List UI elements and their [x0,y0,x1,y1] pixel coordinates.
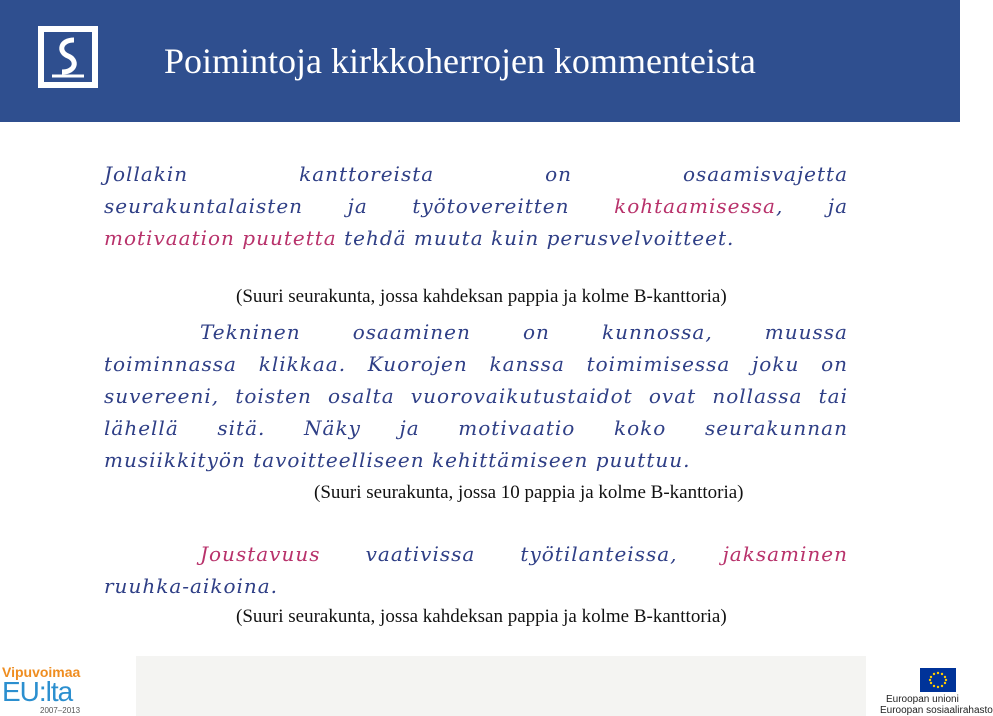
quote-2-line-5: musiikkityön tavoitteelliseen kehittämiseen puuttuu. [104,448,691,472]
brand-top: Vipuvoimaa [2,664,81,680]
header-bar [0,0,960,122]
quote-2-line-2: toiminnassa klikkaa. Kuorojen kanssa toimimisessa joku on [104,352,848,376]
quote-1 [104,158,848,254]
quote-2-source: (Suuri seurakunta, jossa 10 pappia ja kolme B-kanttoria) [314,482,744,503]
eu-label-2: Euroopan sosiaalirahasto [880,705,993,716]
vipuvoimaa-logo [0,656,130,716]
quote-1-line-3: motivaation puutetta tehdä muuta kuin perusvelvoitteet. [104,226,735,250]
footer [0,656,960,716]
quote-2-line-4: lähellä sitä. Näky ja motivaatio koko seurakunnan [104,416,848,440]
eu-label-1: Euroopan unioni [886,694,959,705]
quote-1-source: (Suuri seurakunta, jossa kahdeksan pappia ja kolme B-kanttoria) [236,286,727,307]
brand-years: 2007–2013 [40,706,81,715]
page-title: Poimintoja kirkkoherrojen kommenteista [164,41,756,81]
quote-1-line-1: Jollakin kanttoreista on osaamisvajetta [104,162,848,186]
church-logo-icon [44,32,92,82]
quote-2-line-3: suvereeni, toisten osalta vuorovaikutustaidot ovat nollassa tai [104,384,848,408]
quote-3-source: (Suuri seurakunta, jossa kahdeksan pappia ja kolme B-kanttoria) [236,606,727,627]
brand-main: EU:lta [2,676,73,707]
footer-band [136,656,866,716]
eu-flag-icon [920,668,956,692]
quote-3-line-1: Joustavuus vaativissa työtilanteissa, jaksaminen [200,542,848,566]
quote-1-line-2: seurakuntalaisten ja työtovereitten kohtaamisessa, ja [104,194,848,218]
quote-2 [104,316,848,476]
quote-3-line-2: ruuhka-aikoina. [104,574,279,598]
quote-2-line-1: Tekninen osaaminen on kunnossa, muussa [200,320,848,344]
quote-3 [104,538,848,602]
